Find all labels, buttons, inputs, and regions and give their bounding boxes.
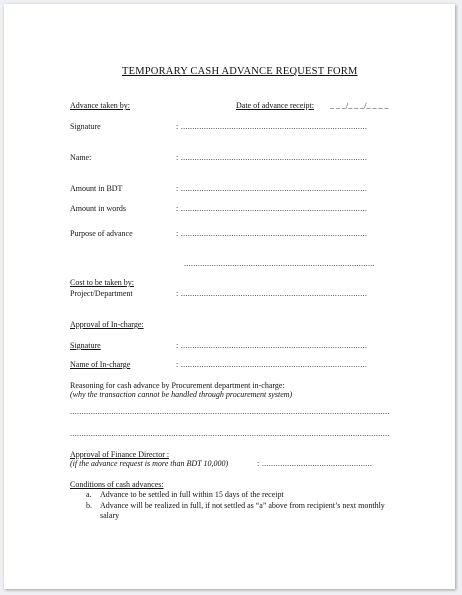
- amount-bdt-label: Amount in BDT: [70, 184, 123, 193]
- amount-words-label: Amount in words: [70, 204, 126, 213]
- condition-b-text: Advance will be realized in full, if not settled as “a” above from recipient’s next monthly: [100, 501, 385, 510]
- cost-taken-by-label: Cost to be taken by:: [70, 278, 134, 287]
- conditions-heading: Conditions of cash advances:: [70, 480, 164, 489]
- reasoning-note: (why the transaction cannot be handled through procurement system): [70, 390, 293, 399]
- condition-b-text-2: salary: [100, 511, 120, 520]
- condition-a-marker: a.: [86, 490, 92, 499]
- signature-dots[interactable]: : .................................................................................: [176, 122, 368, 131]
- project-department-dots[interactable]: : .................................................................................: [176, 289, 368, 298]
- amount-bdt-dots[interactable]: : .................................................................................: [176, 184, 368, 193]
- condition-b-marker: b.: [86, 501, 92, 510]
- reasoning-label: Reasoning for cash advance by Procurement department in-charge:: [70, 381, 285, 390]
- incharge-name-dots[interactable]: : .................................................................................: [176, 360, 368, 369]
- amount-words-dots[interactable]: : .................................................................................: [176, 204, 368, 213]
- purpose-label: Purpose of advance: [70, 229, 133, 238]
- incharge-signature-dots[interactable]: : .................................................................................: [176, 341, 368, 350]
- reasoning-dots-2[interactable]: ...........................................................................................................................................: [70, 429, 390, 438]
- project-department-label: Project/Department: [70, 289, 133, 298]
- purpose-dots[interactable]: : .................................................................................: [176, 229, 368, 238]
- advance-taken-by-label: Advance taken by:: [70, 101, 130, 110]
- form-page: [4, 4, 455, 589]
- name-label: Name:: [70, 153, 92, 162]
- form-title: TEMPORARY CASH ADVANCE REQUEST FORM: [122, 66, 358, 77]
- date-blank[interactable]: _ _ _/_ _ _/_ _ _ _: [330, 101, 389, 110]
- finance-approval-heading: Approval of Finance Director :: [70, 450, 170, 459]
- name-dots[interactable]: : .................................................................................: [176, 153, 368, 162]
- finance-approval-note: (if the advance request is more than BDT 10,000): [70, 459, 229, 468]
- condition-a-text: Advance to be settled in full within 15 days of the receipt: [100, 490, 284, 499]
- finance-approval-dots[interactable]: : ................................................: [257, 459, 373, 468]
- purpose-dots-2[interactable]: ...................................................................................: [184, 259, 375, 268]
- date-of-receipt-label: Date of advance receipt:: [236, 101, 314, 110]
- incharge-name-label: Name of In-charge: [70, 360, 131, 369]
- incharge-signature-label: Signature: [70, 341, 101, 350]
- reasoning-dots-1[interactable]: ...........................................................................................................................................: [70, 407, 390, 416]
- approval-incharge-heading: Approval of In-charge:: [70, 320, 144, 329]
- signature-label: Signature: [70, 122, 101, 131]
